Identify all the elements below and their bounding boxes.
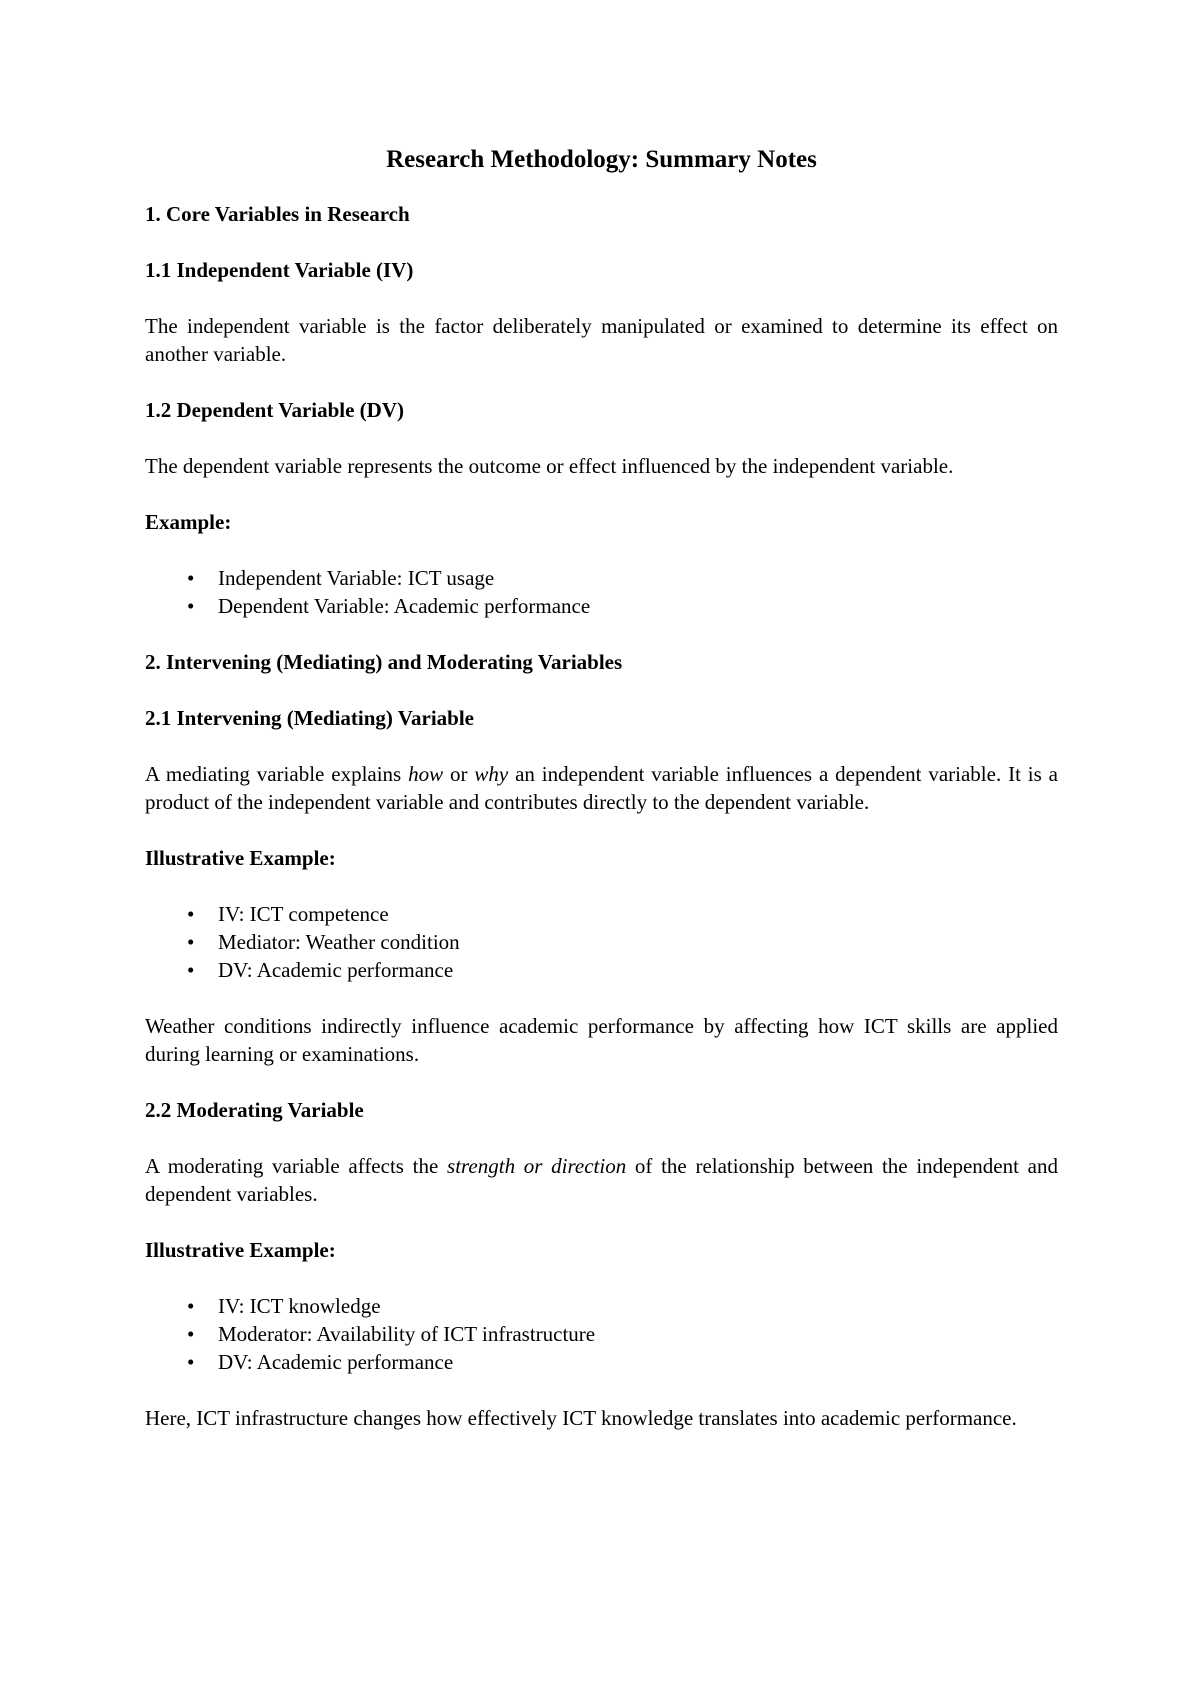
section-2-1-text	[145, 760, 1058, 816]
list-item	[145, 592, 1058, 620]
section-1-2-text: The dependent variable represents the outcome or effect influenced by the independent variable.	[145, 454, 954, 478]
list-item-text: Dependent Variable: Academic performance	[218, 594, 591, 618]
section-1-1-heading: 1.1 Independent Variable (IV)	[145, 258, 414, 282]
list-item-text: Mediator: Weather condition	[218, 930, 460, 954]
list-item-text: DV: Academic performance	[218, 958, 454, 982]
section-2-1-heading: 2.1 Intervening (Mediating) Variable	[145, 706, 474, 730]
example-label: Example:	[145, 510, 232, 534]
list-item-text: IV: ICT competence	[218, 902, 389, 926]
bullet-icon: •	[187, 930, 195, 954]
bullet-icon: •	[187, 902, 195, 926]
example-list	[145, 564, 1058, 620]
section-2-heading: 2. Intervening (Mediating) and Moderating Variables	[145, 650, 623, 674]
document-page	[145, 145, 1058, 1460]
section-1-2-heading: 1.2 Dependent Variable (DV)	[145, 398, 405, 422]
document-title: Research Methodology: Summary Notes	[386, 146, 817, 173]
emphasis-strength-direction: strength or direction	[447, 1154, 627, 1178]
bullet-icon: •	[187, 1294, 195, 1318]
mediating-explanation: Weather conditions indirectly influence academic performance by affecting how ICT skills are applied during learning or examinations.	[145, 1014, 1058, 1066]
list-item	[145, 1292, 1058, 1320]
text-fragment: or	[443, 762, 475, 786]
illustrative-example-label: Illustrative Example:	[145, 1238, 336, 1262]
bullet-icon: •	[187, 1322, 195, 1346]
emphasis-why: why	[474, 762, 509, 786]
section-2-2-text	[145, 1152, 1058, 1208]
list-item	[145, 928, 1058, 956]
emphasis-how: how	[408, 762, 444, 786]
list-item	[145, 956, 1058, 984]
bullet-icon: •	[187, 594, 195, 618]
list-item	[145, 1348, 1058, 1376]
list-item	[145, 900, 1058, 928]
list-item	[145, 1320, 1058, 1348]
illustrative-example-label: Illustrative Example:	[145, 846, 336, 870]
moderating-explanation: Here, ICT infrastructure changes how effectively ICT knowledge translates into academic performance.	[145, 1406, 1017, 1430]
text-fragment: A moderating variable affects the	[145, 1154, 448, 1178]
bullet-icon: •	[187, 958, 195, 982]
text-fragment: of the relationship between the independent and dependent variables.	[145, 1154, 1058, 1206]
list-item-text: IV: ICT knowledge	[218, 1294, 381, 1318]
moderating-example-list	[145, 1292, 1058, 1376]
list-item	[145, 564, 1058, 592]
mediating-example-list	[145, 900, 1058, 984]
list-item-text: Independent Variable: ICT usage	[218, 566, 495, 590]
section-1-heading: 1. Core Variables in Research	[145, 202, 410, 226]
list-item-text: DV: Academic performance	[218, 1350, 454, 1374]
section-1-1-text: The independent variable is the factor deliberately manipulated or examined to determine its effect on another variable.	[145, 314, 1058, 366]
bullet-icon: •	[187, 1350, 195, 1374]
text-fragment: an independent variable influences a dependent variable. It is a product of the independent variable and contributes directly to the dependent variable.	[145, 762, 1058, 814]
section-2-2-heading: 2.2 Moderating Variable	[145, 1098, 364, 1122]
list-item-text: Moderator: Availability of ICT infrastructure	[218, 1322, 596, 1346]
bullet-icon: •	[187, 566, 195, 590]
text-fragment: A mediating variable explains	[145, 762, 409, 786]
